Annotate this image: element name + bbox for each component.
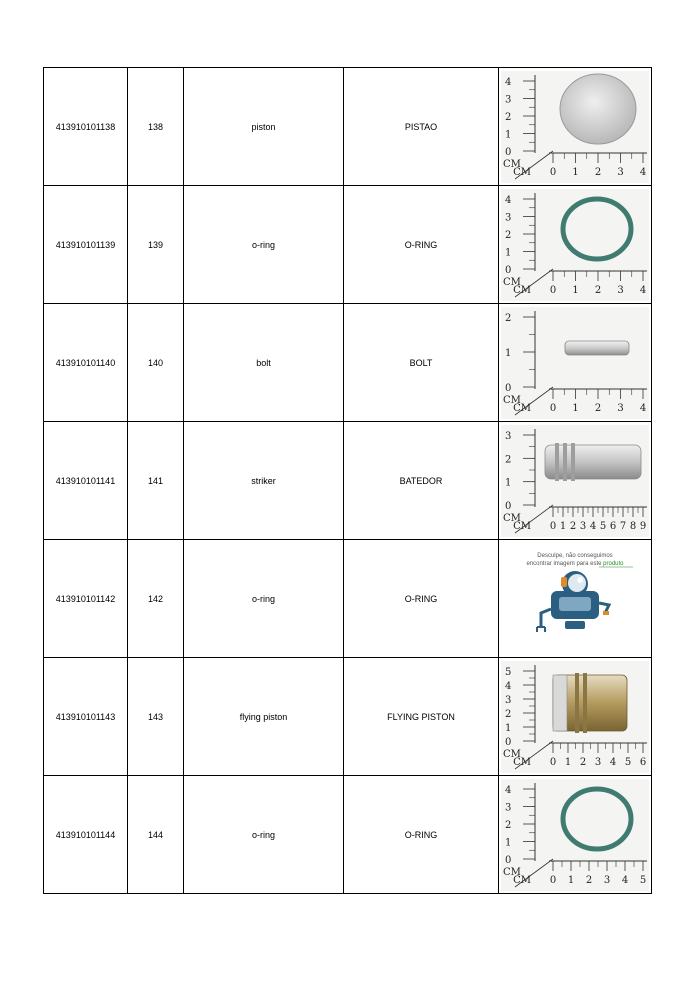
ruler-x-label: 0 [549, 166, 557, 178]
ruler-x-label: 2 [594, 284, 602, 296]
ruler-x-label: 1 [572, 166, 579, 178]
ruler-y-label: 4 [505, 76, 512, 88]
striker-cylinder-icon [545, 443, 641, 481]
ruler-y-label: 2 [505, 229, 512, 241]
ruler-y-label: 3 [505, 694, 512, 706]
product-link[interactable]: produto [603, 560, 624, 567]
ruler-unit-label-x: CM [513, 520, 531, 532]
item-number: 141 [128, 422, 184, 540]
ruler-y-label: 0 [505, 854, 512, 866]
ruler-x-label: 4 [639, 402, 647, 414]
ruler-y-label: 2 [505, 453, 512, 465]
svg-text:encontrar imagem para este pro [526, 561, 624, 567]
part-code: 413910101143 [44, 658, 128, 776]
part-name-en: striker [184, 422, 344, 540]
ruler-y-label: 2 [505, 312, 512, 324]
ruler-y-label: 2 [505, 708, 512, 720]
part-name-en: o-ring [184, 186, 344, 304]
ruler-y-label: 1 [505, 129, 512, 140]
part-image-cell [499, 68, 652, 186]
ruler-x-label: 4 [639, 284, 647, 296]
ruler-unit-label-x: CM [513, 756, 531, 768]
part-name-en: piston [184, 68, 344, 186]
ruler-unit-label: CM [503, 512, 521, 524]
ruler-unit-label: CM [503, 276, 521, 288]
ruler-y-label: 1 [505, 347, 512, 359]
parts-table [43, 67, 652, 894]
ruler-x-label: 4 [639, 166, 647, 178]
table-row [44, 776, 652, 894]
table-row [44, 422, 652, 540]
ruler-unit-label: CM [503, 394, 521, 406]
table-row [44, 540, 652, 658]
ruler-y-label: 3 [505, 802, 512, 813]
not-found-line2: encontrar imagem para este [526, 560, 604, 567]
part-name-en: flying piston [184, 658, 344, 776]
part-code: 413910101139 [44, 186, 128, 304]
ruler-x-label: 2 [569, 520, 577, 532]
ruler-x-label: 0 [549, 402, 557, 414]
ruler-x-label: 4 [589, 520, 597, 532]
ruler-y-label: 1 [505, 722, 512, 734]
table-row [44, 186, 652, 304]
ruler-x-label: 2 [579, 756, 587, 768]
part-name-en: bolt [184, 304, 344, 422]
ruler-y-label: 2 [505, 819, 512, 831]
flying-piston-icon [553, 673, 627, 733]
part-code: 413910101144 [44, 776, 128, 894]
part-image-cell [499, 540, 652, 658]
item-number: 144 [128, 776, 184, 894]
ruler-x-label: 0 [549, 874, 557, 886]
ruler-x-label: 6 [609, 520, 617, 532]
ruler-y-label: 4 [505, 194, 512, 206]
piston-disc-icon [560, 74, 636, 144]
ruler-x-label: 5 [599, 520, 607, 532]
ruler-x-label: 9 [639, 520, 647, 532]
ruler-y-label: 3 [505, 430, 512, 442]
ruler-x-label: 6 [639, 756, 647, 768]
bolt-pin-icon [565, 341, 629, 355]
robot-icon [537, 571, 609, 632]
image-not-found-placeholder [501, 543, 649, 655]
part-name-pt: FLYING PISTON [344, 658, 499, 776]
ruler-x-label: 0 [549, 284, 557, 296]
ruler-x-label: 5 [639, 874, 647, 886]
item-number: 140 [128, 304, 184, 422]
item-number: 143 [128, 658, 184, 776]
ruler-y-label: 1 [505, 247, 512, 258]
ruler-y-label: 0 [505, 736, 512, 748]
ruler-x-label: 4 [621, 874, 629, 886]
part-name-pt: BATEDOR [344, 422, 499, 540]
ruler-x-label: 3 [617, 284, 624, 296]
part-code: 413910101138 [44, 68, 128, 186]
ruler-x-label: 0 [549, 756, 557, 768]
ruler-x-label: 1 [567, 874, 575, 886]
ruler-x-label: 1 [559, 520, 567, 532]
part-photo-bolt [501, 307, 649, 419]
part-image-cell [499, 658, 652, 776]
ruler-unit-label: CM [503, 748, 521, 760]
part-code: 413910101141 [44, 422, 128, 540]
part-photo-o-ring [501, 779, 649, 891]
ruler-x-label: 5 [624, 756, 632, 768]
ruler-unit-label-x: CM [513, 402, 531, 414]
ruler-y-label: 4 [505, 680, 512, 692]
ruler-y-label: 0 [505, 146, 512, 158]
ruler-x-label: 1 [572, 284, 579, 296]
part-photo-striker [501, 425, 649, 537]
ruler-y-label: 3 [505, 212, 512, 223]
ruler-x-label: 3 [617, 166, 624, 178]
ruler-x-label: 1 [564, 756, 572, 768]
part-photo-disc-piston [501, 71, 649, 183]
table-row [44, 68, 652, 186]
item-number: 138 [128, 68, 184, 186]
ruler-x-label: 1 [572, 402, 579, 414]
part-name-pt: O-RING [344, 186, 499, 304]
ruler-y-label: 0 [505, 382, 512, 394]
ruler-x-label: 8 [629, 520, 637, 532]
ruler-x-label: 4 [609, 756, 617, 768]
ruler-y-label: 2 [505, 111, 512, 123]
part-image-cell [499, 776, 652, 894]
part-name-pt: PISTAO [344, 68, 499, 186]
part-photo-flying-piston [501, 661, 649, 773]
ruler-unit-label: CM [503, 158, 521, 170]
not-found-line1: Desculpe, não conseguimos [537, 552, 613, 559]
ruler-x-label: 2 [594, 402, 602, 414]
ruler-unit-label-x: CM [513, 874, 531, 886]
part-name-pt: BOLT [344, 304, 499, 422]
ruler-unit-label-x: CM [513, 166, 531, 178]
ruler-x-label: 2 [585, 874, 593, 886]
ruler-y-label: 1 [505, 837, 512, 848]
ruler-y-label: 0 [505, 500, 512, 512]
ruler-unit-label: CM [503, 866, 521, 878]
ruler-y-label: 3 [505, 94, 512, 105]
ruler-unit-label-x: CM [513, 284, 531, 296]
ruler-x-label: 3 [594, 756, 602, 768]
ruler-y-label: 4 [505, 784, 512, 796]
part-name-pt: O-RING [344, 540, 499, 658]
ruler-x-label: 0 [549, 520, 557, 532]
part-image-cell [499, 186, 652, 304]
part-image-cell [499, 422, 652, 540]
ruler-x-label: 7 [619, 520, 627, 532]
ruler-x-label: 3 [579, 520, 587, 532]
ruler-y-label: 5 [505, 666, 512, 678]
ruler-y-label: 1 [505, 477, 512, 489]
ruler-x-label: 2 [594, 166, 602, 178]
table-row [44, 304, 652, 422]
ruler-x-label: 3 [603, 874, 611, 886]
part-name-en: o-ring [184, 540, 344, 658]
part-photo-o-ring [501, 189, 649, 301]
item-number: 139 [128, 186, 184, 304]
part-name-pt: O-RING [344, 776, 499, 894]
ruler-y-label: 0 [505, 264, 512, 276]
ruler-x-label: 3 [617, 402, 624, 414]
part-image-cell [499, 304, 652, 422]
item-number: 142 [128, 540, 184, 658]
part-code: 413910101140 [44, 304, 128, 422]
table-row [44, 658, 652, 776]
part-name-en: o-ring [184, 776, 344, 894]
part-code: 413910101142 [44, 540, 128, 658]
